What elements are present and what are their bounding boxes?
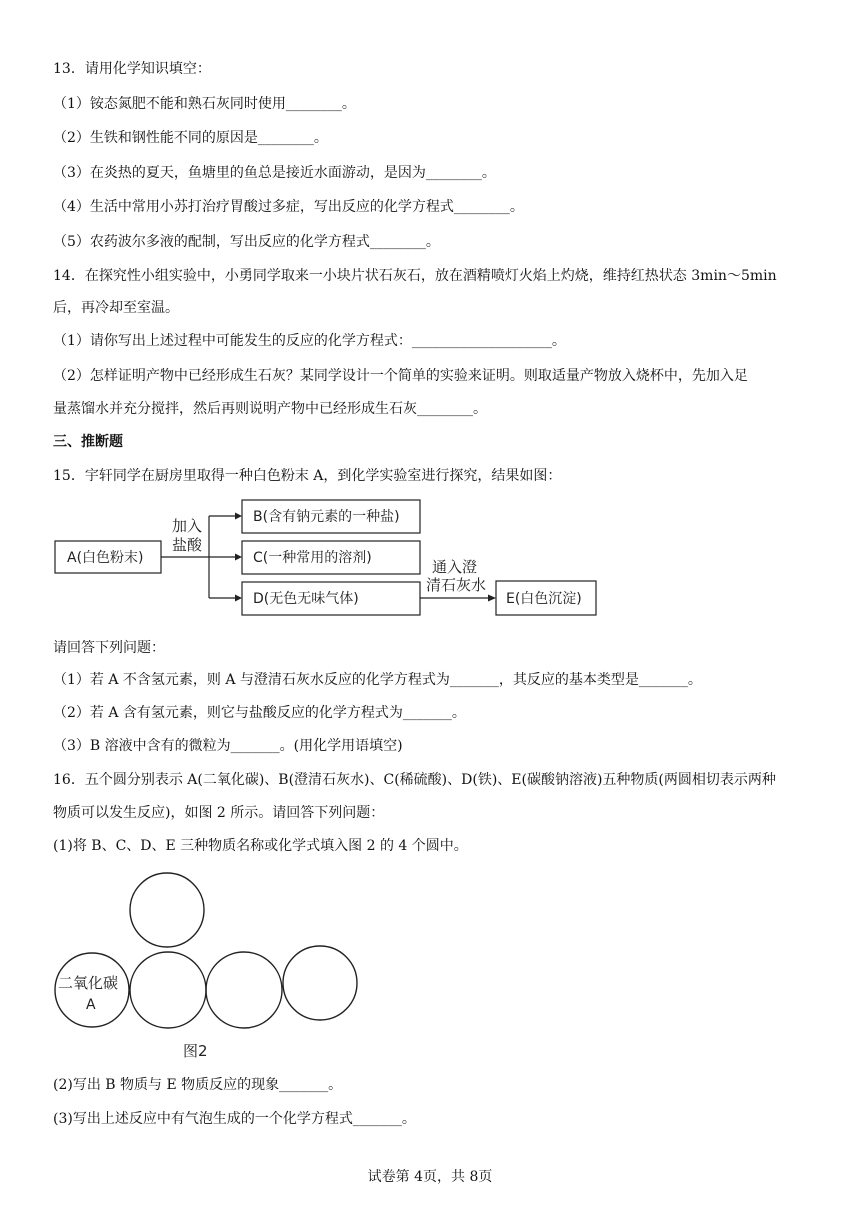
q16-item-1: (1)将 B、C、D、E 三种物质名称或化学式填入图 2 的 4 个圆中。 [53, 838, 468, 854]
q13-item-3: （3）在炎热的夏天，鱼塘里的鱼总是接近水面游动，是因为________。 [53, 165, 496, 181]
box-a-label: A(白色粉末) [67, 550, 144, 566]
q16-item-2: (2)写出 B 物质与 E 物质反应的现象_______。 [53, 1077, 343, 1093]
q13-title: 13．请用化学知识填空： [53, 61, 211, 77]
box-d-label: D(无色无味气体) [253, 591, 359, 607]
box-b-label: B(含有钠元素的一种盐) [253, 509, 400, 525]
arrow-label-hcl: 盐酸 [172, 536, 203, 554]
arrow-label-pass-in: 通入澄 [432, 558, 478, 576]
section-heading: 三、推断题 [53, 434, 123, 450]
box-e-label: E(白色沉淀) [506, 591, 582, 607]
q15-title: 15．宇轩同学在厨房里取得一种白色粉末 A，到化学实验室进行探究，结果如图： [53, 468, 562, 484]
circle-2 [130, 952, 206, 1028]
q14-item-2-line-1: （2）怎样证明产物中已经形成生石灰？某同学设计一个简单的实验来证明。则取适量产物放入烧杯中，先加入足 [53, 368, 748, 384]
q14-text-line-2: 后，再冷却至室温。 [53, 300, 179, 316]
q14-item-1: （1）请你写出上述过程中可能发生的反应的化学方程式：____________________。 [53, 333, 566, 349]
q15-item-1: （1）若 A 不含氢元素，则 A 与澄清石灰水反应的化学方程式为_______，其反应的基本类型是_______。 [53, 672, 702, 688]
q13-item-5: （5）农药波尔多液的配制，写出反应的化学方程式________。 [53, 234, 440, 250]
arrow-label-limewater: 清石灰水 [426, 576, 487, 594]
q16-text-line-2: 物质可以发生反应)，如图 2 所示。请回答下列问题： [53, 805, 385, 821]
q13-item-1: （1）铵态氮肥不能和熟石灰同时使用________。 [53, 96, 356, 112]
q14-item-2-line-2: 量蒸馏水并充分搅拌，然后再则说明产物中已经形成生石灰________。 [53, 401, 487, 417]
q15-item-3: （3）B 溶液中含有的微粒为_______。(用化学用语填空) [53, 738, 403, 754]
circle-a-label-name: 二氧化碳 [58, 974, 119, 992]
page-footer: 试卷第 4页，共 8页 [367, 1169, 493, 1185]
circle-top [130, 873, 204, 947]
arrow-label-add: 加入 [172, 517, 203, 535]
circle-a-label-letter: A [86, 997, 96, 1013]
q16-text-line-1: 16．五个圆分别表示 A(二氧化碳)、B(澄清石灰水)、C(稀硫酸)、D(铁)、E(碳酸钠溶液)五种物质(两圆相切表示两种 [53, 772, 776, 788]
circle-4 [283, 946, 357, 1020]
box-c-label: C(一种常用的溶剂) [253, 550, 372, 566]
q13-item-2: （2）生铁和钢性能不同的原因是________。 [53, 130, 328, 146]
q15-item-2: （2）若 A 含有氢元素，则它与盐酸反应的化学方程式为_______。 [53, 705, 466, 721]
q16-item-3: (3)写出上述反应中有气泡生成的一个化学方程式_______。 [53, 1111, 416, 1127]
figure-caption: 图2 [183, 1042, 208, 1060]
q14-text-line-1: 14．在探究性小组实验中，小勇同学取来一小块片状石灰石，放在酒精喷灯火焰上灼烧，维持红热状态 3min～5min [53, 268, 777, 284]
q15-prompt: 请回答下列问题： [53, 640, 165, 656]
circle-3 [206, 952, 282, 1028]
q13-item-4: （4）生活中常用小苏打治疗胃酸过多症，写出反应的化学方程式________。 [53, 199, 524, 215]
